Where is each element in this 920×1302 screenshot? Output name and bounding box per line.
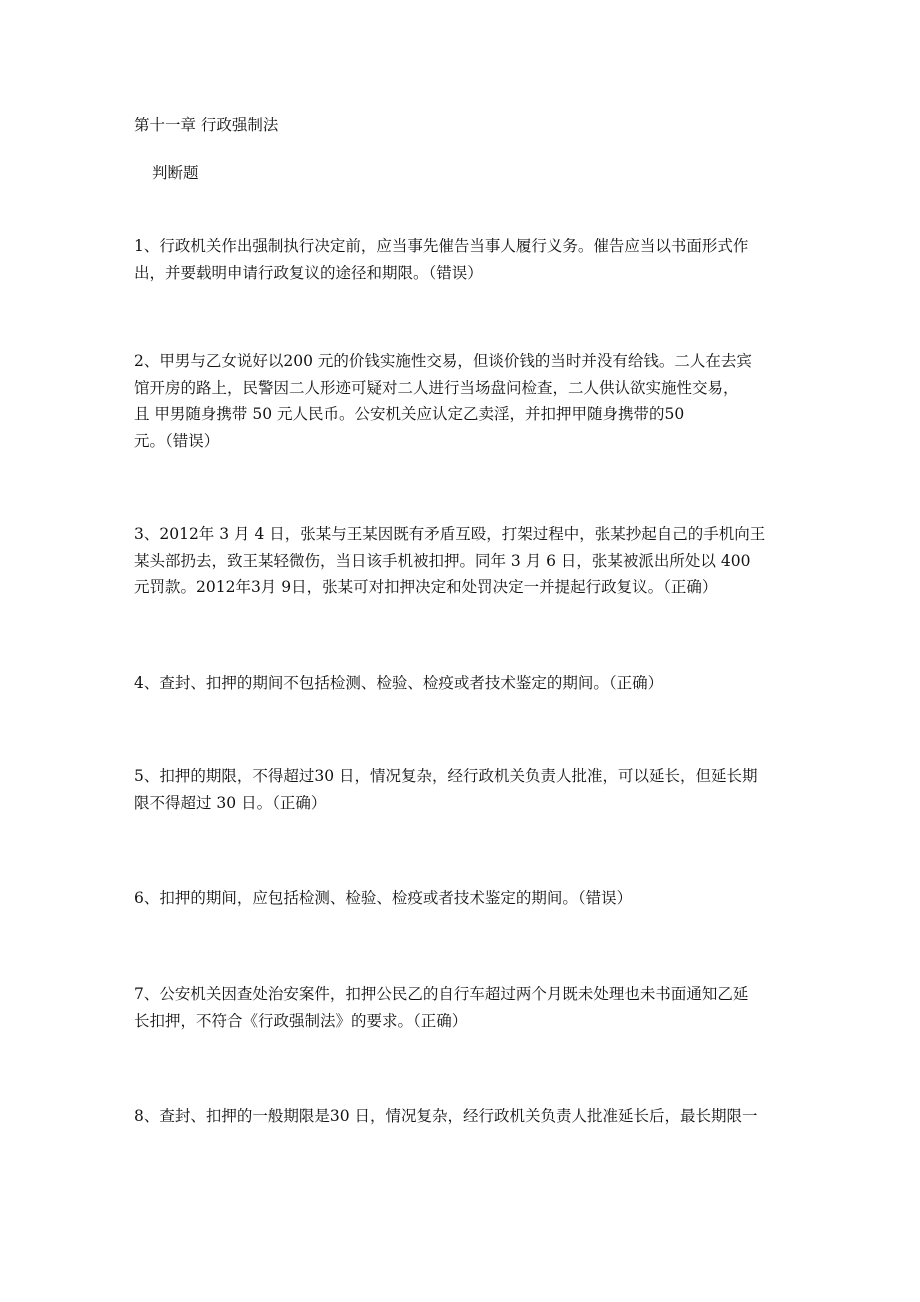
question-item [134,981,794,1034]
question-line: 元。（错误） [134,431,220,450]
question-line: 5、扣押的期限，不得超过30 日，情况复杂，经行政机关负责人批准，可以延长，但延长期 [134,767,758,785]
question-line: 馆开房的路上，民警因二人形迹可疑对二人进行当场盘问检查，二人供认欲实施性交易， [134,378,739,397]
question-item [134,885,794,912]
question-line: 3、2012年 3 月 4 日，张某与王某因既有矛盾互殴，打架过程中，张某抄起自己的手机向王 [134,525,766,543]
question-line: 2、甲男与乙女说好以200 元的价钱实施性交易，但谈价钱的当时并没有给钱。二人在去宾 [134,352,752,370]
question-line: 且 甲男随身携带 50 元人民币。公安机关应认定乙卖淫，并扣押甲随身携带的50 [134,405,685,423]
question-line: 4、查封、扣押的期间不包括检测、检验、检疫或者技术鉴定的期间。（正确） [134,674,664,692]
section-heading: 判断题 [152,164,199,182]
question-line: 8、查封、扣押的一般期限是30 日，情况复杂，经行政机关负责人批准延长后，最长期限一 [134,1107,758,1125]
question-item [134,521,794,601]
question-item [134,670,794,697]
chapter-title: 第十一章 行政强制法 [134,116,279,134]
question-item [134,348,794,454]
question-line: 1、行政机关作出强制执行决定前，应当事先催告当事人履行义务。催告应当以书面形式作 [134,237,749,255]
question-line: 某头部扔去，致王某轻微伤，当日该手机被扣押。同年 3 月 6 日，张某被派出所处以 400 [134,551,751,570]
question-line: 出，并要载明申请行政复议的途径和期限。（错误） [134,263,483,282]
question-item [134,763,794,816]
question-line: 6、扣押的期间，应包括检测、检验、检疫或者技术鉴定的期间。（错误） [134,889,633,907]
question-line: 限不得超过 30 日。（正确） [134,793,327,812]
question-line: 元罚款。2012年3月 9日，张某可对扣押决定和处罚决定一并提起行政复议。（正确） [134,578,718,596]
question-line: 7、公安机关因查处治安案件，扣押公民乙的自行车超过两个月既未处理也未书面通知乙延 [134,985,749,1003]
question-item [134,1103,794,1130]
question-item [134,233,794,286]
question-line: 长扣押，不符合《行政强制法》的要求。（正确） [134,1011,468,1030]
